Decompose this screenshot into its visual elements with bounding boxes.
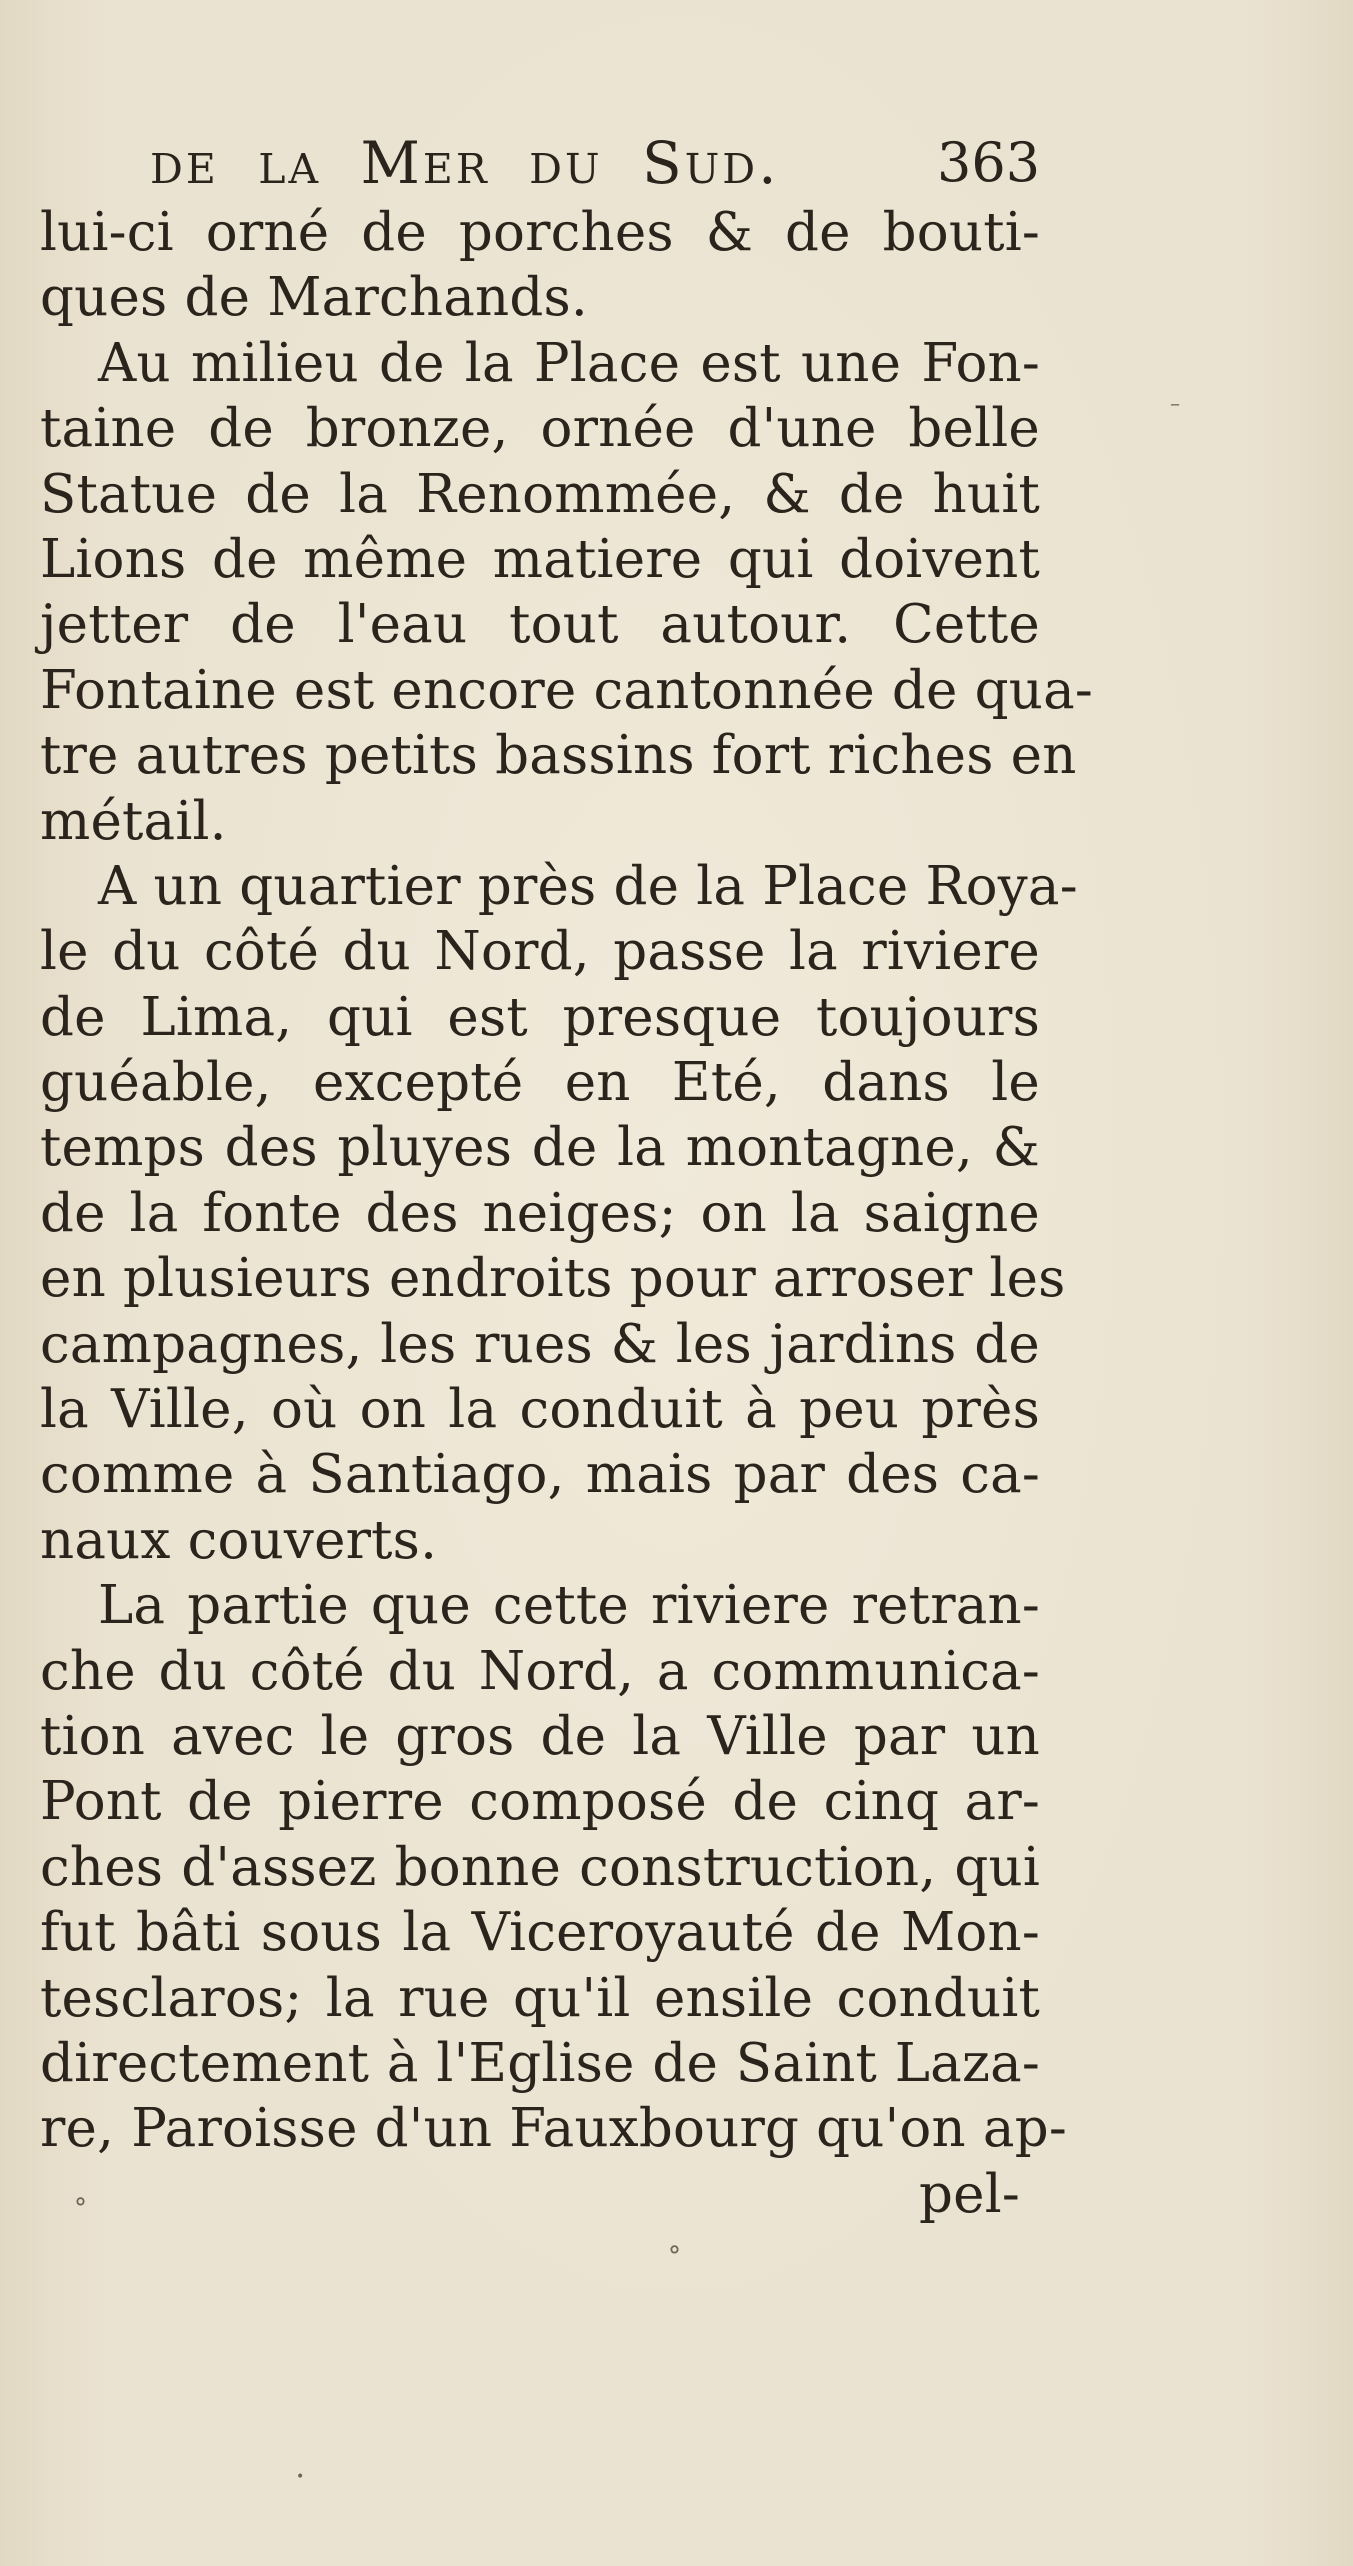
text-line: en plusieurs endroits pour arroser les xyxy=(40,1248,1066,1310)
paragraph-first-line: A un quartier près de la Place Roya- xyxy=(98,855,1078,917)
text-line: Statue de la Renommée, & de huit xyxy=(40,463,1040,525)
text-line: jetter de l'eau tout autour. Cette xyxy=(40,594,1040,656)
catchword: pel- xyxy=(919,2163,1020,2225)
paper-speck: ° xyxy=(668,2242,681,2272)
paper-speck: • xyxy=(296,2469,305,2485)
running-head xyxy=(40,128,1040,198)
text-line: temps des pluyes de la montagne, & xyxy=(40,1117,1040,1179)
page-number: 363 xyxy=(937,131,1041,194)
text-line: directement à l'Eglise de Saint Laza- xyxy=(40,2032,1040,2094)
text-line: tesclaros; la rue qu'il ensile conduit xyxy=(40,1967,1040,2029)
text-line: lui-ci orné de porches & de bouti- xyxy=(40,202,1040,263)
text-line: che du côté du Nord, a communica- xyxy=(40,1640,1040,1702)
text-line: tion avec le gros de la Ville par un xyxy=(40,1705,1040,1767)
text-line: ches d'assez bonne construction, qui xyxy=(40,1836,1040,1898)
text-line: re, Paroisse d'un Fauxbourg qu'on ap- xyxy=(40,2098,1067,2160)
text-line: la Ville, où on la conduit à peu près xyxy=(40,1379,1040,1441)
body-text xyxy=(40,200,1094,2227)
text-line: Lions de même matiere qui doivent xyxy=(40,528,1040,590)
text-line: métail. xyxy=(40,790,227,852)
paragraph-first-line: Au milieu de la Place est une Fon- xyxy=(98,332,1040,394)
text-line: Pont de pierre composé de cinq ar- xyxy=(40,1771,1040,1833)
text-line: de la fonte des neiges; on la saigne xyxy=(40,1182,1040,1244)
text-line: naux couverts. xyxy=(40,1509,438,1571)
text-line: taine de bronze, ornée d'une belle xyxy=(40,398,1040,460)
running-head-title: de la Mer du Sud. xyxy=(150,129,780,197)
text-line: de Lima, qui est presque toujours xyxy=(40,986,1040,1048)
paper-speck: – xyxy=(1170,391,1180,415)
text-line: comme à Santiago, mais par des ca- xyxy=(40,1444,1040,1506)
paragraph-first-line: La partie que cette riviere retran- xyxy=(98,1575,1040,1637)
text-line: le du côté du Nord, passe la riviere xyxy=(40,921,1040,983)
text-line: ques de Marchands. xyxy=(40,267,588,329)
text-line: campagnes, les rues & les jardins de xyxy=(40,1313,1040,1375)
paper-speck: ° xyxy=(74,2194,87,2224)
text-line: tre autres petits bassins fort riches en xyxy=(40,725,1077,787)
text-line: fut bâti sous la Viceroyauté de Mon- xyxy=(40,1902,1040,1964)
text-line: Fontaine est encore cantonnée de qua- xyxy=(40,659,1094,721)
text-line: guéable, excepté en Eté, dans le xyxy=(40,1052,1040,1114)
